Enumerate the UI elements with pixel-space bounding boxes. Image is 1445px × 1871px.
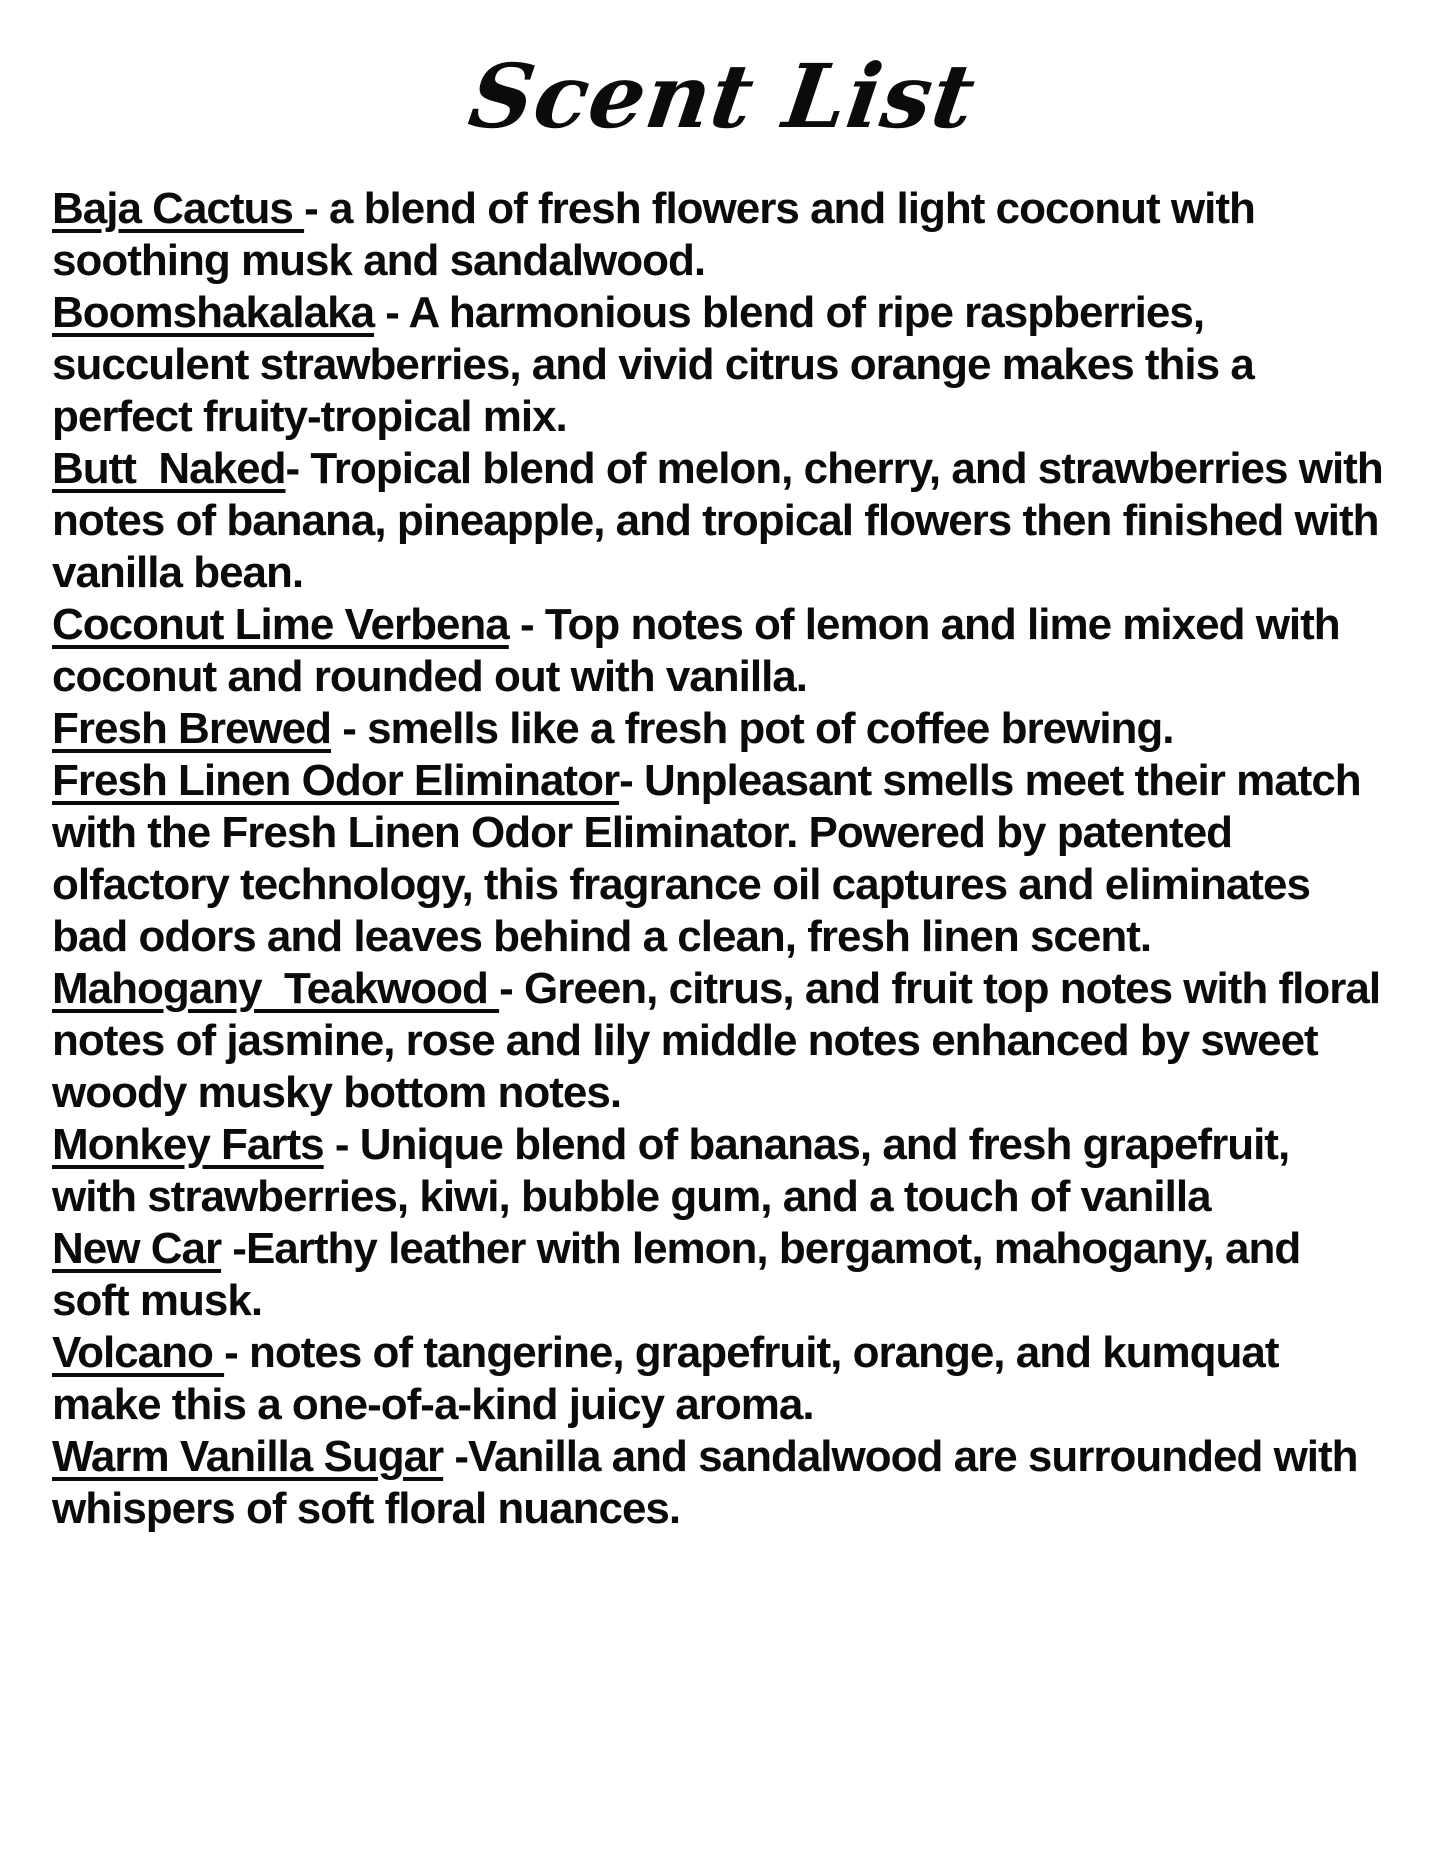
scent-description: - A harmonious blend of ripe raspberries, succulent strawberries, and vivid citrus orange makes this a perfect fruity-tropical mix. <box>52 288 1266 441</box>
scent-description: - Green, citrus, and fruit top notes with floral notes of jasmine, rose and lily middle notes enhanced by sweet woody musky bottom notes. <box>52 964 1392 1117</box>
scent-entry <box>52 1327 1384 1431</box>
scent-description: -Vanilla and sandalwood are surrounded with whispers of soft floral nuances. <box>52 1432 1369 1533</box>
scent-entry <box>52 703 1384 755</box>
scent-description: -Earthy leather with lemon, bergamot, mahogany, and soft musk. <box>52 1224 1312 1325</box>
scent-entry <box>52 183 1384 287</box>
scent-name: New Car <box>52 1224 222 1273</box>
scent-name: Fresh Linen Odor Eliminator <box>52 756 620 805</box>
scent-name: Volcano <box>52 1328 225 1377</box>
scent-description: - smells like a fresh pot of coffee brewing. <box>330 704 1174 753</box>
scent-entry <box>52 1223 1384 1327</box>
scent-entry <box>52 1119 1384 1223</box>
scent-name: Butt Naked <box>52 444 286 493</box>
scent-name: Baja Cactus <box>52 184 305 233</box>
scent-description: - Unique blend of bananas, and fresh grapefruit, with strawberries, kiwi, bubble gum, and a touch of vanilla <box>52 1120 1301 1221</box>
scent-description: - notes of tangerine, grapefruit, orange, and kumquat make this a one-of-a-kind juicy aroma. <box>52 1328 1290 1429</box>
scent-description: - Unpleasant smells meet their match with the Fresh Linen Odor Eliminator. Powered by patented olfactory technology, this fragrance oil captures and eliminates bad odors and leaves behind a clean, fresh linen scent. <box>52 756 1372 961</box>
scent-entry <box>52 963 1392 1119</box>
scent-name: Mahogany Teakwood <box>52 964 500 1013</box>
scent-name: Coconut Lime Verbena <box>52 600 509 649</box>
scent-name: Boomshakalaka <box>52 288 375 337</box>
scent-description: - a blend of fresh flowers and light coconut with soothing musk and sandalwood. <box>52 184 1267 285</box>
scent-description: - Top notes of lemon and lime mixed with coconut and rounded out with vanilla. <box>52 600 1351 701</box>
scent-entry <box>52 599 1384 703</box>
page-title: Scent List <box>463 44 982 148</box>
scent-entry <box>52 443 1394 599</box>
scent-entry <box>52 755 1384 963</box>
scent-description: - Tropical blend of melon, cherry, and strawberries with notes of banana, pineapple, and tropical flowers then finished with vanilla bean. <box>52 444 1394 597</box>
scent-entry <box>52 1431 1384 1535</box>
scent-list <box>52 183 1394 1535</box>
scent-name: Fresh Brewed <box>52 704 331 753</box>
scent-name: Monkey Farts <box>52 1120 324 1169</box>
scent-entry <box>52 287 1384 443</box>
scent-name: Warm Vanilla Sugar <box>52 1432 444 1481</box>
